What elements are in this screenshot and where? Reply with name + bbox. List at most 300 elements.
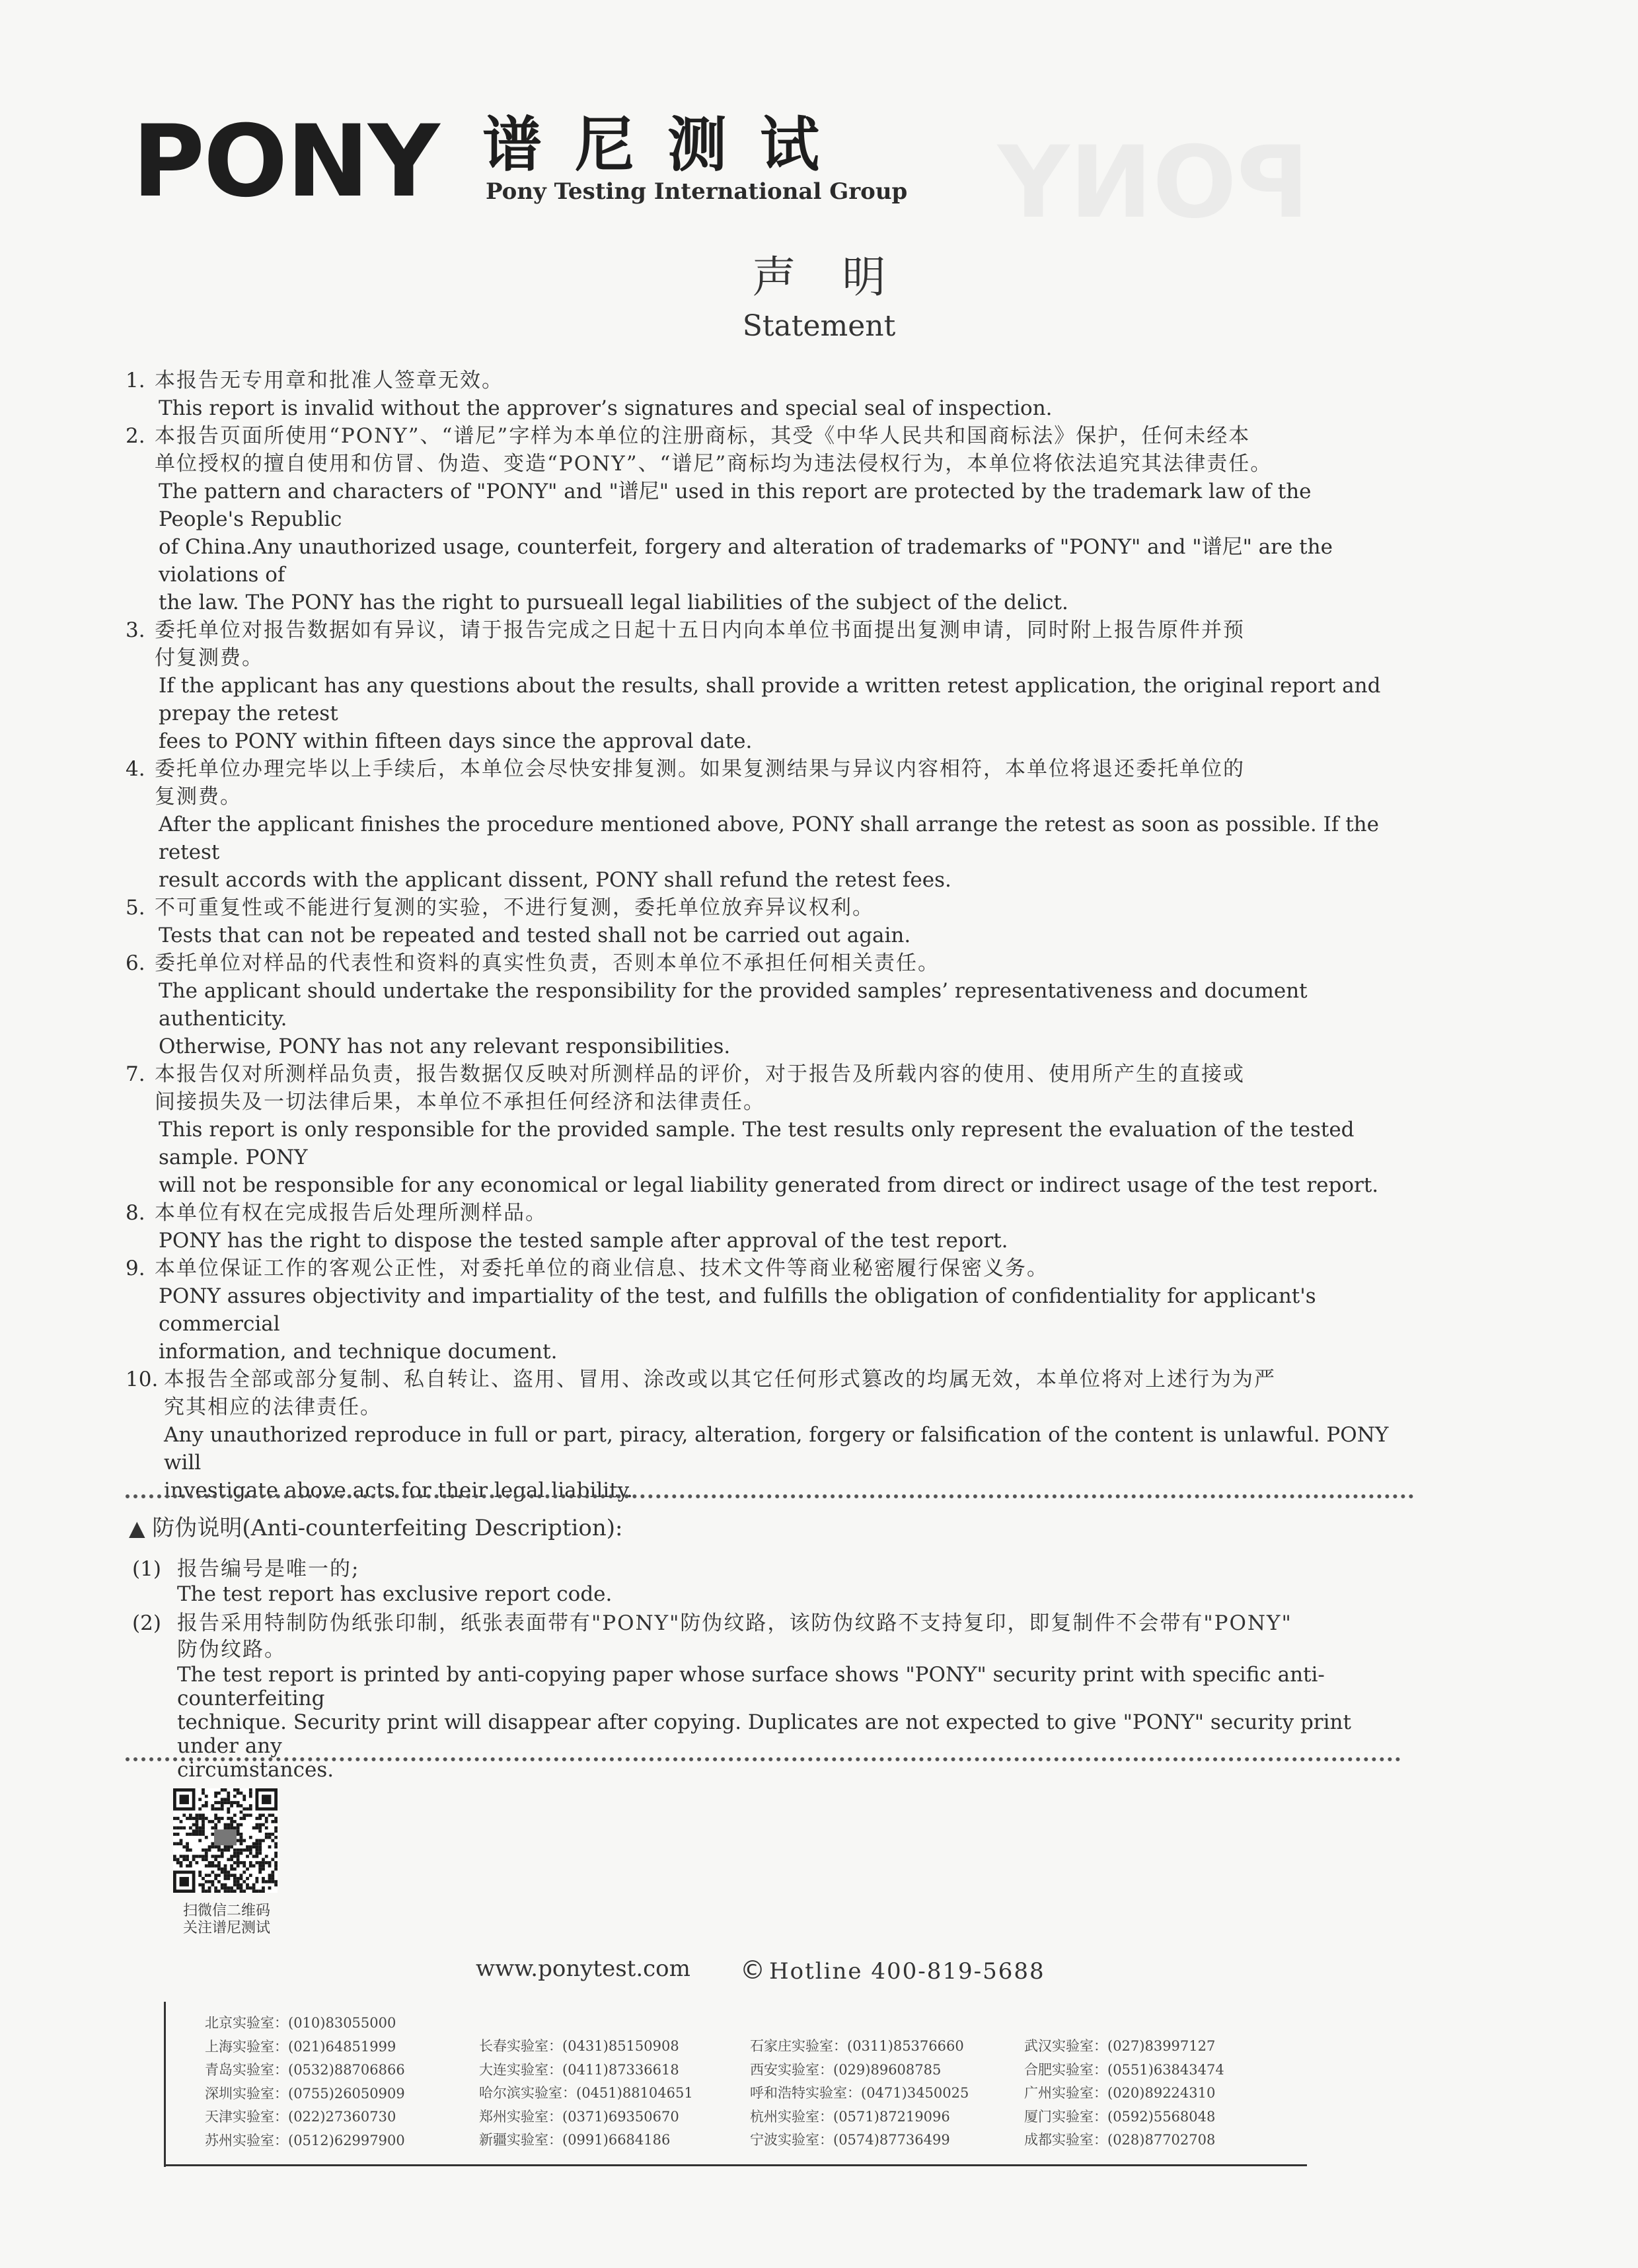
statement-number: 2. bbox=[126, 424, 145, 448]
qr-module bbox=[211, 1845, 214, 1848]
qr-module bbox=[211, 1884, 214, 1887]
qr-module bbox=[233, 1788, 237, 1792]
lab-contact: 杭州实验室：(0571)87219096 bbox=[750, 2108, 950, 2125]
qr-module bbox=[214, 1808, 217, 1811]
qr-module bbox=[202, 1804, 205, 1808]
qr-module bbox=[214, 1886, 217, 1889]
qr-module bbox=[189, 1826, 192, 1829]
qr-module bbox=[252, 1855, 256, 1858]
qr-module bbox=[198, 1833, 202, 1836]
qr-module bbox=[249, 1792, 252, 1795]
qr-module bbox=[255, 1877, 258, 1880]
qr-module bbox=[265, 1826, 268, 1829]
qr-module bbox=[237, 1877, 240, 1880]
labs-directory bbox=[205, 2012, 1302, 2164]
statement-english-line: investigate above acts for their legal liability. bbox=[164, 1479, 633, 1502]
qr-module bbox=[268, 1880, 272, 1884]
statement-english-line: will not be responsible for any economical or legal liability generated from direct or indirect usage of the test report. bbox=[159, 1173, 1379, 1197]
qr-module bbox=[237, 1801, 240, 1804]
qr-module bbox=[265, 1880, 268, 1884]
qr-module bbox=[233, 1874, 237, 1877]
statement-english-line: fees to PONY within fifteen days since the approval date. bbox=[159, 729, 753, 753]
qr-module bbox=[214, 1823, 217, 1827]
background-watermark: PONY bbox=[998, 126, 1310, 240]
qr-module bbox=[217, 1817, 221, 1820]
qr-module bbox=[237, 1861, 240, 1864]
qr-module bbox=[198, 1874, 202, 1877]
statement-chinese-line: 本单位有权在完成报告后处理所测样品。 bbox=[155, 1201, 547, 1225]
qr-module bbox=[265, 1855, 268, 1858]
qr-module bbox=[240, 1874, 243, 1877]
qr-module bbox=[246, 1848, 249, 1852]
qr-module bbox=[211, 1880, 214, 1884]
qr-module bbox=[211, 1842, 214, 1845]
qr-module bbox=[255, 1839, 258, 1843]
statement-chinese-line: 本报告无专用章和批准人签章无效。 bbox=[155, 369, 503, 392]
qr-module bbox=[268, 1864, 272, 1868]
qr-module bbox=[205, 1852, 208, 1855]
qr-module bbox=[217, 1845, 221, 1848]
qr-module bbox=[230, 1858, 233, 1861]
statement-number: 5. bbox=[126, 896, 145, 920]
qr-module bbox=[221, 1788, 224, 1792]
qr-module bbox=[224, 1848, 227, 1852]
qr-module bbox=[202, 1833, 205, 1836]
qr-module bbox=[258, 1889, 262, 1893]
qr-module bbox=[237, 1839, 240, 1843]
statement-number: 4. bbox=[126, 757, 145, 781]
qr-module bbox=[202, 1889, 205, 1893]
qr-module bbox=[230, 1845, 233, 1848]
qr-module bbox=[189, 1848, 192, 1852]
statement-english-line: The pattern and characters of "PONY" and "谱尼" used in this report are protected by the trademark law of the People's Republic bbox=[159, 480, 1312, 531]
qr-module bbox=[182, 1826, 186, 1829]
lab-contact: 大连实验室：(0411)87336618 bbox=[479, 2061, 679, 2078]
qr-module bbox=[252, 1826, 256, 1829]
qr-module bbox=[262, 1858, 265, 1861]
qr-module bbox=[258, 1848, 262, 1852]
qr-module bbox=[221, 1886, 224, 1889]
qr-module bbox=[202, 1820, 205, 1823]
qr-module bbox=[233, 1848, 237, 1852]
qr-module bbox=[214, 1874, 217, 1877]
qr-module bbox=[224, 1874, 227, 1877]
qr-module bbox=[240, 1889, 243, 1893]
statement-english-line: the law. The PONY has the right to pursueall legal liabilities of the subject of the delict. bbox=[159, 591, 1068, 614]
qr-module bbox=[252, 1842, 256, 1845]
qr-module bbox=[180, 1839, 183, 1843]
statement-item bbox=[126, 755, 1401, 894]
qr-module bbox=[274, 1884, 278, 1887]
qr-module bbox=[249, 1864, 252, 1868]
anti-counterfeit-chinese-line: 防伪纹路。 bbox=[177, 1638, 286, 1662]
qr-module bbox=[198, 1829, 202, 1833]
company-logo bbox=[132, 104, 908, 219]
qr-module bbox=[208, 1864, 211, 1868]
qr-module bbox=[173, 1833, 176, 1836]
qr-module bbox=[240, 1833, 243, 1836]
qr-module bbox=[202, 1848, 205, 1852]
qr-module bbox=[268, 1874, 272, 1877]
qr-module bbox=[205, 1874, 208, 1877]
qr-module bbox=[196, 1855, 199, 1858]
statement-chinese-line: 委托单位办理完毕以上手续后，本单位会尽快安排复测。如果复测结果与异议内容相符，本单位将退还委托单位的 bbox=[155, 757, 1245, 781]
qr-module bbox=[224, 1886, 227, 1889]
qr-module bbox=[227, 1798, 230, 1801]
lab-contact: 北京实验室：(010)83055000 bbox=[205, 2015, 396, 2031]
lab-contact: 哈尔滨实验室：(0451)88104651 bbox=[479, 2085, 693, 2101]
qr-module bbox=[202, 1823, 205, 1827]
statement-chinese-line: 委托单位对样品的代表性和资料的真实性负责，否则本单位不承担任何相关责任。 bbox=[155, 951, 940, 975]
qr-module bbox=[202, 1813, 205, 1817]
qr-module bbox=[180, 1861, 183, 1864]
qr-module bbox=[182, 1858, 186, 1861]
qr-module bbox=[233, 1877, 237, 1880]
labs-bottom-rule bbox=[164, 2164, 1307, 2166]
qr-module bbox=[198, 1808, 202, 1811]
qr-module bbox=[233, 1868, 237, 1871]
qr-module bbox=[208, 1886, 211, 1889]
qr-module bbox=[211, 1855, 214, 1858]
statement-english-line: Otherwise, PONY has not any relevant responsibilities. bbox=[159, 1035, 731, 1058]
lab-contact: 新疆实验室：(0991)6684186 bbox=[479, 2132, 671, 2148]
qr-module bbox=[192, 1855, 196, 1858]
qr-module bbox=[198, 1826, 202, 1829]
qr-module bbox=[214, 1845, 217, 1848]
qr-module bbox=[189, 1817, 192, 1820]
qr-module bbox=[176, 1842, 180, 1845]
qr-module bbox=[230, 1820, 233, 1823]
qr-module bbox=[202, 1858, 205, 1861]
qr-module bbox=[242, 1813, 246, 1817]
qr-module bbox=[268, 1833, 272, 1836]
qr-module bbox=[214, 1795, 217, 1798]
qr-module bbox=[240, 1792, 243, 1795]
labs-column bbox=[205, 2012, 405, 2152]
qr-module bbox=[274, 1842, 278, 1845]
qr-module bbox=[211, 1808, 214, 1811]
qr-module bbox=[224, 1823, 227, 1827]
qr-module bbox=[246, 1808, 249, 1811]
qr-module bbox=[227, 1792, 230, 1795]
statement-list bbox=[126, 367, 1401, 1504]
qr-module bbox=[205, 1848, 208, 1852]
qr-module bbox=[227, 1795, 230, 1798]
qr-module bbox=[237, 1864, 240, 1868]
qr-module bbox=[221, 1868, 224, 1871]
qr-module bbox=[268, 1836, 272, 1839]
qr-module bbox=[186, 1858, 189, 1861]
qr-module bbox=[242, 1795, 246, 1798]
qr-module bbox=[249, 1804, 252, 1808]
qr-module bbox=[192, 1833, 196, 1836]
qr-module bbox=[205, 1855, 208, 1858]
qr-module bbox=[249, 1848, 252, 1852]
qr-module bbox=[211, 1820, 214, 1823]
qr-module bbox=[249, 1788, 252, 1792]
qr-module bbox=[196, 1820, 199, 1823]
qr-module bbox=[202, 1826, 205, 1829]
logo-chinese-name: 谱尼测试 bbox=[482, 110, 852, 180]
qr-module bbox=[230, 1817, 233, 1820]
qr-module bbox=[217, 1792, 221, 1795]
statement-item bbox=[126, 616, 1401, 755]
qr-module bbox=[224, 1826, 227, 1829]
qr-module bbox=[211, 1826, 214, 1829]
labs-column bbox=[1024, 2035, 1224, 2152]
qr-module bbox=[255, 1826, 258, 1829]
qr-module bbox=[240, 1811, 243, 1814]
qr-module bbox=[265, 1836, 268, 1839]
qr-module bbox=[208, 1848, 211, 1852]
qr-module bbox=[202, 1886, 205, 1889]
website-link[interactable]: www.ponytest.com bbox=[476, 1956, 690, 1982]
qr-module bbox=[192, 1817, 196, 1820]
qr-module bbox=[221, 1870, 224, 1874]
statement-chinese-line: 本单位保证工作的客观公正性，对委托单位的商业信息、技术文件等商业秘密履行保密义务。 bbox=[155, 1257, 1049, 1280]
qr-module bbox=[196, 1826, 199, 1829]
qr-module bbox=[271, 1880, 274, 1884]
qr-module bbox=[208, 1874, 211, 1877]
qr-module bbox=[242, 1817, 246, 1820]
qr-module bbox=[214, 1792, 217, 1795]
anti-counterfeit-list bbox=[132, 1556, 1388, 1786]
qr-module bbox=[271, 1820, 274, 1823]
qr-module bbox=[173, 1826, 176, 1829]
qr-module bbox=[221, 1808, 224, 1811]
qr-module bbox=[233, 1855, 237, 1858]
statement-item bbox=[126, 1060, 1401, 1199]
qr-module bbox=[274, 1852, 278, 1855]
qr-module bbox=[221, 1852, 224, 1855]
qr-module bbox=[186, 1833, 189, 1836]
qr-module bbox=[196, 1813, 199, 1817]
qr-module bbox=[240, 1848, 243, 1852]
qr-module bbox=[265, 1861, 268, 1864]
qr-module bbox=[252, 1845, 256, 1848]
qr-module bbox=[211, 1861, 214, 1864]
statement-item bbox=[126, 894, 1401, 949]
qr-module bbox=[265, 1820, 268, 1823]
qr-module bbox=[205, 1801, 208, 1804]
qr-module bbox=[262, 1868, 265, 1871]
qr-module bbox=[217, 1861, 221, 1864]
qr-module bbox=[173, 1855, 176, 1858]
anti-counterfeit-english-line: technique. Security print will disappear after copying. Duplicates are not expected to give "PONY" security print under any bbox=[177, 1710, 1351, 1758]
statement-chinese-line: 单位授权的擅自使用和仿冒、伪造、变造“PONY”、“谱尼”商标均为违法侵权行为，本单位将依法追究其法律责任。 bbox=[155, 452, 1273, 476]
qr-module bbox=[240, 1861, 243, 1864]
qr-module bbox=[246, 1855, 249, 1858]
qr-module bbox=[258, 1845, 262, 1848]
qr-module bbox=[249, 1874, 252, 1877]
qr-module bbox=[208, 1889, 211, 1893]
qr-module bbox=[230, 1855, 233, 1858]
qr-module bbox=[274, 1880, 278, 1884]
statement-chinese-line: 复测费。 bbox=[155, 785, 242, 809]
qr-module bbox=[214, 1858, 217, 1861]
qr-module bbox=[237, 1823, 240, 1827]
qr-module bbox=[182, 1855, 186, 1858]
qr-module bbox=[186, 1864, 189, 1868]
qr-module bbox=[249, 1845, 252, 1848]
qr-module bbox=[271, 1858, 274, 1861]
statement-number: 3. bbox=[126, 618, 145, 642]
qr-module bbox=[173, 1842, 176, 1845]
qr-module bbox=[233, 1801, 237, 1804]
qr-module bbox=[274, 1864, 278, 1868]
anti-counterfeit-chinese-line: 报告采用特制防伪纸张印制，纸张表面带有"PONY"防伪纹路，该防伪纹路不支持复印，即复制件不会带有"PONY" bbox=[177, 1611, 1292, 1635]
qr-module bbox=[233, 1795, 237, 1798]
lab-contact: 天津实验室：(022)27360730 bbox=[205, 2109, 396, 2125]
qr-module bbox=[205, 1858, 208, 1861]
qr-module bbox=[246, 1877, 249, 1880]
qr-module bbox=[192, 1829, 196, 1833]
labs-left-rule bbox=[164, 2002, 166, 2167]
qr-module bbox=[176, 1826, 180, 1829]
qr-module bbox=[258, 1817, 262, 1820]
qr-module bbox=[202, 1792, 205, 1795]
qr-module bbox=[242, 1808, 246, 1811]
qr-module bbox=[242, 1889, 246, 1893]
qr-module bbox=[249, 1836, 252, 1839]
qr-module bbox=[237, 1826, 240, 1829]
qr-module bbox=[227, 1858, 230, 1861]
statement-item bbox=[126, 1199, 1401, 1255]
statement-item bbox=[126, 1366, 1401, 1504]
qr-module bbox=[246, 1868, 249, 1871]
statement-english-line: Tests that can not be repeated and tested shall not be carried out again. bbox=[159, 924, 911, 947]
qr-module bbox=[258, 1826, 262, 1829]
qr-module bbox=[224, 1889, 227, 1893]
statement-english-line: After the applicant finishes the procedure mentioned above, PONY shall arrange the retest as soon as possible. If the retest bbox=[159, 813, 1379, 864]
lab-contact: 宁波实验室：(0574)87736499 bbox=[750, 2132, 950, 2148]
qr-module bbox=[246, 1813, 249, 1817]
qr-module bbox=[196, 1817, 199, 1820]
lab-contact: 上海实验室：(021)64851999 bbox=[205, 2038, 396, 2055]
qr-module bbox=[233, 1861, 237, 1864]
qr-module bbox=[274, 1855, 278, 1858]
qr-module bbox=[214, 1855, 217, 1858]
qr-module bbox=[240, 1877, 243, 1880]
qr-module bbox=[237, 1848, 240, 1852]
qr-module bbox=[255, 1861, 258, 1864]
qr-module bbox=[211, 1864, 214, 1868]
qr-module bbox=[237, 1788, 240, 1792]
statement-english-line: Any unauthorized reproduce in full or part, piracy, alteration, forgery or falsification of the content is unlawful. PONY will bbox=[164, 1423, 1389, 1475]
qr-module bbox=[230, 1874, 233, 1877]
qr-module bbox=[230, 1864, 233, 1868]
qr-module bbox=[227, 1874, 230, 1877]
lab-contact: 深圳实验室：(0755)26050909 bbox=[205, 2085, 405, 2102]
qr-module bbox=[198, 1839, 202, 1843]
qr-module bbox=[242, 1880, 246, 1884]
qr-module bbox=[224, 1870, 227, 1874]
qr-module bbox=[202, 1817, 205, 1820]
anti-counterfeit-english-line: circumstances. bbox=[177, 1758, 334, 1782]
qr-module bbox=[271, 1833, 274, 1836]
qr-module bbox=[262, 1864, 265, 1868]
qr-module bbox=[252, 1864, 256, 1868]
qr-module bbox=[227, 1823, 230, 1827]
anti-counterfeit-title: 防伪说明(Anti-counterfeiting Description): bbox=[152, 1515, 623, 1541]
qr-module bbox=[224, 1864, 227, 1868]
qr-module bbox=[258, 1842, 262, 1845]
phone-icon: © bbox=[740, 1956, 766, 1985]
qr-module bbox=[180, 1826, 183, 1829]
qr-module bbox=[202, 1788, 205, 1792]
qr-module bbox=[221, 1884, 224, 1887]
qr-module bbox=[176, 1833, 180, 1836]
qr-module bbox=[262, 1877, 265, 1880]
qr-module bbox=[224, 1798, 227, 1801]
qr-module bbox=[237, 1858, 240, 1861]
qr-module bbox=[217, 1855, 221, 1858]
qr-module bbox=[192, 1858, 196, 1861]
qr-module bbox=[227, 1845, 230, 1848]
qr-module bbox=[176, 1861, 180, 1864]
qr-module bbox=[227, 1817, 230, 1820]
qr-module bbox=[262, 1813, 265, 1817]
statement-english-line: information, and technique document. bbox=[159, 1340, 558, 1364]
qr-module bbox=[205, 1864, 208, 1868]
qr-module bbox=[230, 1826, 233, 1829]
qr-module bbox=[221, 1817, 224, 1820]
statement-english-line: PONY has the right to dispose the tested sample after approval of the test report. bbox=[159, 1229, 1008, 1253]
qr-module bbox=[274, 1845, 278, 1848]
qr-module bbox=[255, 1845, 258, 1848]
qr-module bbox=[224, 1788, 227, 1792]
qr-module bbox=[258, 1823, 262, 1827]
qr-module bbox=[198, 1798, 202, 1801]
qr-module bbox=[255, 1823, 258, 1827]
qr-module bbox=[255, 1852, 258, 1855]
qr-module bbox=[262, 1880, 265, 1884]
qr-module bbox=[214, 1801, 217, 1804]
statement-english-line: result accords with the applicant dissent, PONY shall refund the retest fees. bbox=[159, 868, 951, 892]
qr-module bbox=[214, 1877, 217, 1880]
statement-number: 7. bbox=[126, 1062, 145, 1086]
qr-module bbox=[217, 1848, 221, 1852]
qr-module bbox=[189, 1861, 192, 1864]
qr-module bbox=[255, 1889, 258, 1893]
qr-module bbox=[205, 1889, 208, 1893]
qr-module bbox=[202, 1877, 205, 1880]
qr-module bbox=[268, 1845, 272, 1848]
qr-module bbox=[173, 1817, 176, 1820]
statement-number: 1. bbox=[126, 369, 145, 392]
triangle-icon: ▲ bbox=[129, 1516, 145, 1541]
qr-module bbox=[227, 1870, 230, 1874]
qr-module bbox=[227, 1848, 230, 1852]
lab-contact: 厦门实验室：(0592)5568048 bbox=[1024, 2108, 1216, 2125]
qr-module bbox=[202, 1884, 205, 1887]
qr-module bbox=[224, 1868, 227, 1871]
anti-counterfeit-number: (1) bbox=[132, 1557, 161, 1581]
qr-module bbox=[262, 1861, 265, 1864]
statement-item bbox=[126, 422, 1401, 616]
qr-module bbox=[271, 1813, 274, 1817]
statement-english-line: The applicant should undertake the responsibility for the provided samples’ representativeness and document authenticity. bbox=[159, 979, 1308, 1031]
qr-module bbox=[217, 1880, 221, 1884]
anti-counterfeit-english-line: The test report is printed by anti-copying paper whose surface shows "PONY" security print with specific anti-counterfeiting bbox=[177, 1663, 1325, 1710]
qr-module bbox=[252, 1889, 256, 1893]
qr-module bbox=[255, 1817, 258, 1820]
qr-module bbox=[255, 1855, 258, 1858]
qr-module bbox=[224, 1845, 227, 1848]
qr-module bbox=[180, 1820, 183, 1823]
qr-module bbox=[237, 1880, 240, 1884]
qr-module bbox=[217, 1868, 221, 1871]
